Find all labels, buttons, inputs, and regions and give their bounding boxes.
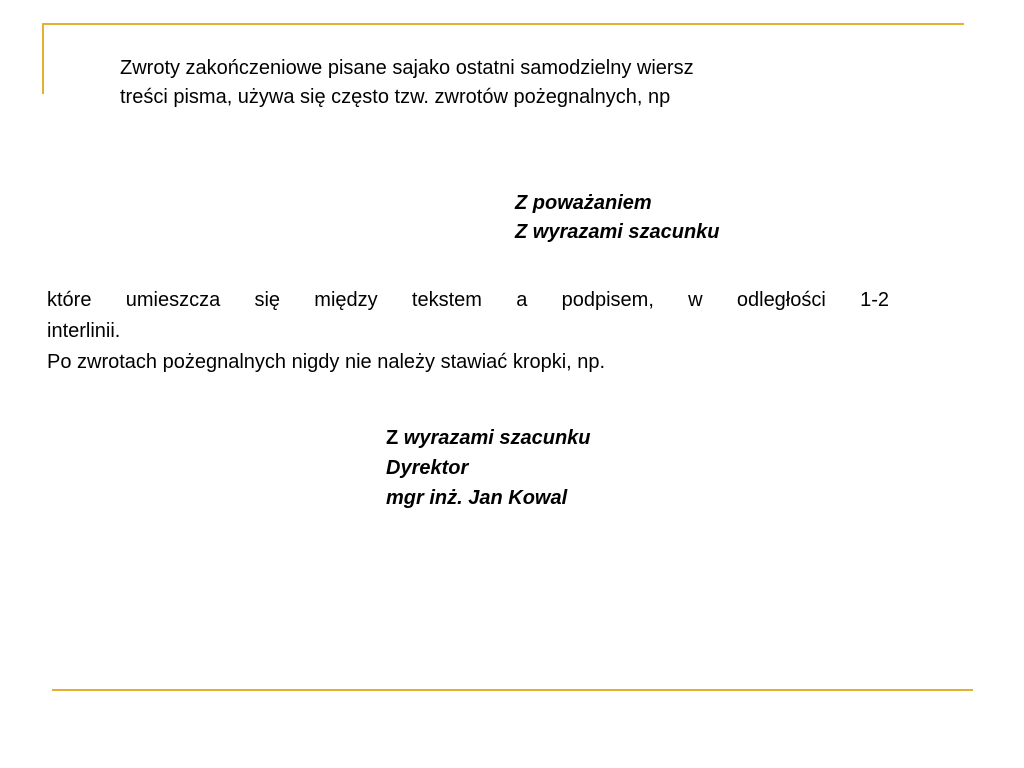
intro-line-2: treści pisma, używa się często tzw. zwrotów pożegnalnych, np (120, 86, 671, 108)
signature-closing-rest: wyrazami szacunku (398, 427, 591, 449)
middle-paragraph (47, 285, 889, 378)
closing-example-2: Z wyrazami szacunku (515, 221, 720, 243)
closing-example-1: Z poważaniem (515, 192, 652, 214)
signature-title: Dyrektor (386, 457, 469, 479)
middle-line-3: Po zwrotach pożegnalnych nigdy nie należy stawiać kropki, np. (47, 351, 606, 373)
top-accent-rule (42, 23, 964, 25)
intro-line-1: Zwroty zakończeniowe pisane sajako ostatni samodzielny wiersz (120, 57, 694, 79)
left-accent-rule (42, 23, 44, 94)
signature-name: mgr inż. Jan Kowal (386, 487, 568, 509)
signature-closing-initial: Z (386, 427, 399, 449)
closing-examples (515, 189, 720, 247)
signature-example (386, 423, 591, 513)
bottom-accent-rule (52, 689, 973, 691)
intro-paragraph (120, 54, 880, 112)
middle-line-1: które umieszcza się między tekstem a podpisem, w odległości 1-2 (47, 289, 889, 311)
middle-line-2: interlinii. (47, 320, 121, 342)
signature-closing (386, 423, 591, 453)
